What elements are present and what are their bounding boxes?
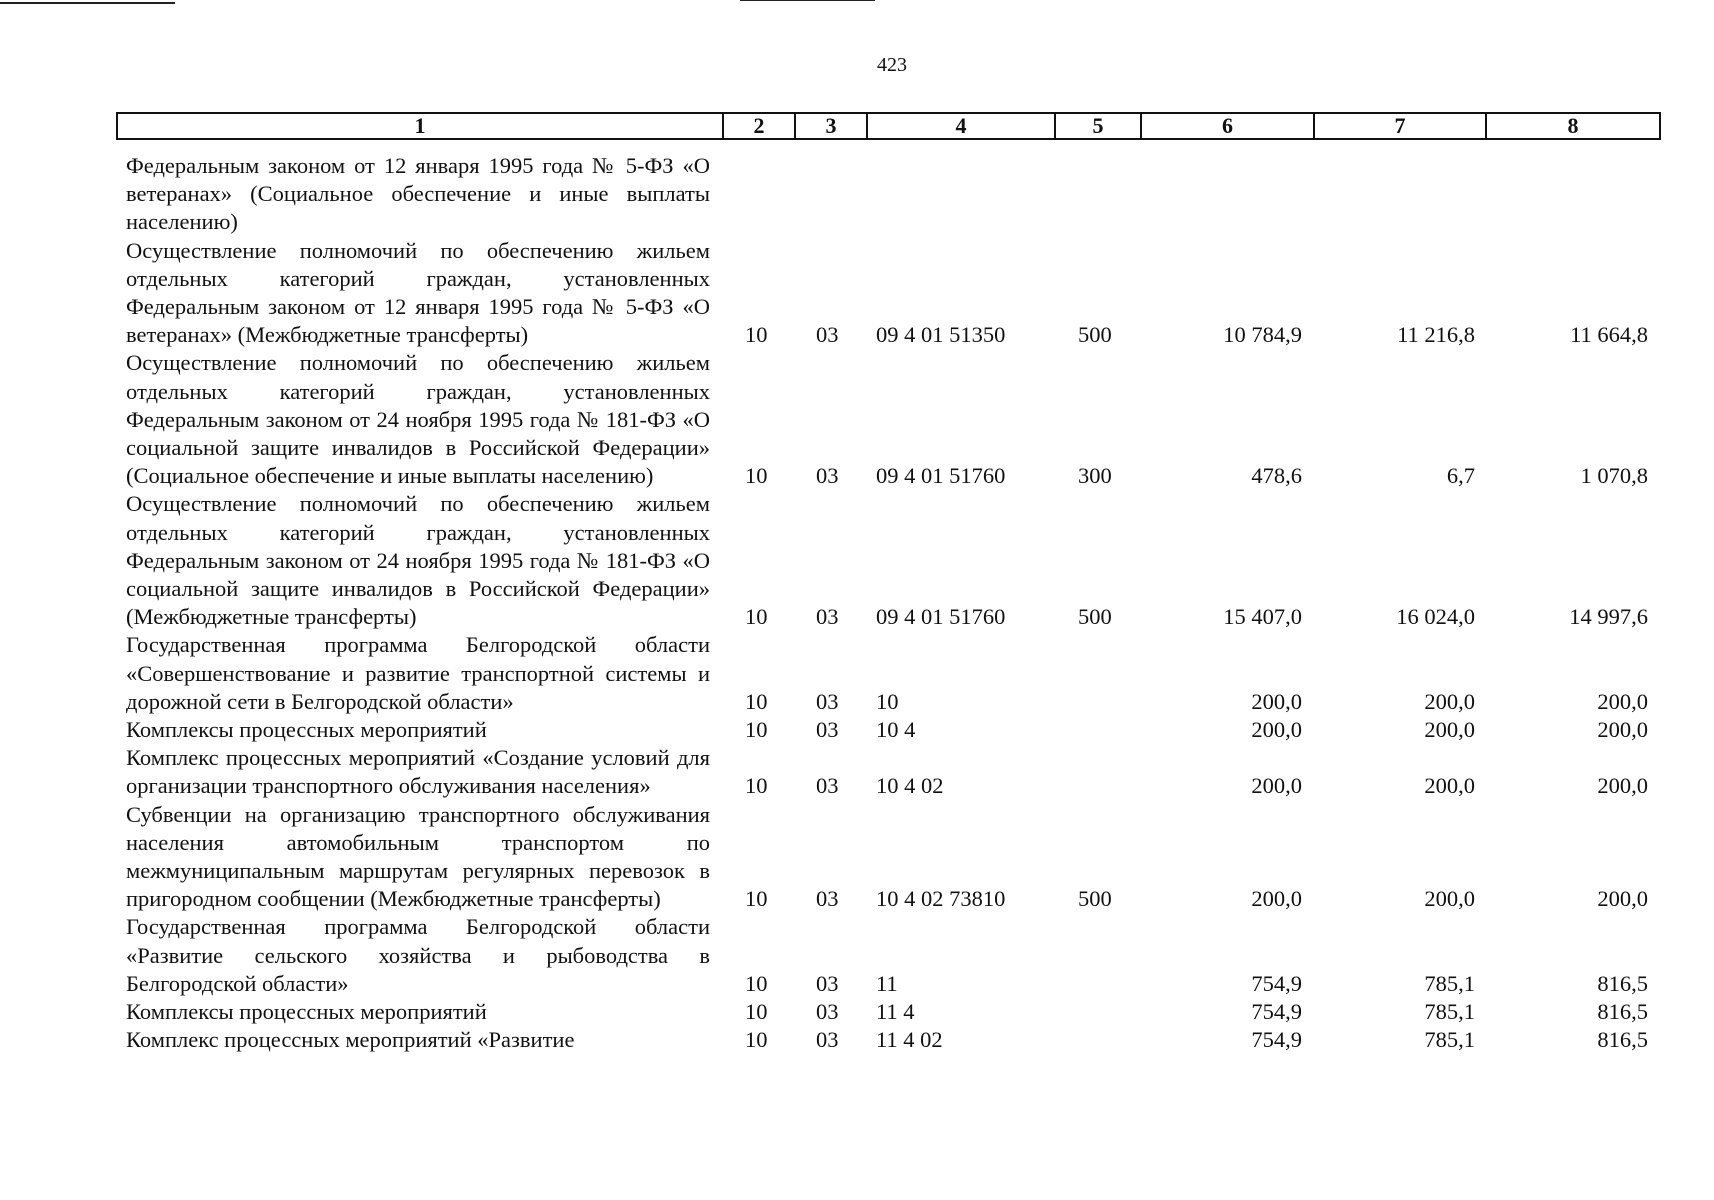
- target-article-code: 11: [876, 970, 898, 996]
- row-description: Комплексы процессных мероприятий: [126, 999, 487, 1025]
- amount-col-6: 200,0: [1251, 773, 1302, 799]
- subsection-code: 03: [816, 886, 839, 912]
- table-row: [0, 1026, 1714, 1054]
- amount-col-8: 816,5: [1597, 1027, 1648, 1053]
- table-row: [0, 631, 1714, 716]
- column-header: 3: [795, 113, 867, 139]
- target-article-code: 11 4 02: [876, 1027, 943, 1053]
- subsection-code: 03: [816, 322, 839, 348]
- scan-edge-mark: [0, 2, 175, 4]
- row-description: Осуществление полномочий по обеспечению жильем отдельных категорий граждан, установленных Федеральным законом от 24 ноября 1995 года № 181-ФЗ «О социальной защите инвалидов в Российской Федерации» (Межбюджетные трансферты): [126, 491, 710, 630]
- column-header: 5: [1055, 113, 1141, 139]
- subsection-code: 03: [816, 773, 839, 799]
- amount-col-7: 200,0: [1424, 886, 1475, 912]
- scan-edge-mark: [740, 0, 875, 1]
- table-row: [0, 744, 1714, 800]
- subsection-code: 03: [816, 999, 839, 1025]
- row-description: Государственная программа Белгородской области «Развитие сельского хозяйства и рыбоводства в Белгородской области»: [126, 914, 710, 996]
- amount-col-7: 16 024,0: [1396, 604, 1475, 630]
- amount-col-7: 200,0: [1424, 717, 1475, 743]
- table-row: [0, 152, 1714, 237]
- amount-col-6: 200,0: [1251, 886, 1302, 912]
- amount-col-7: 200,0: [1424, 688, 1475, 714]
- column-header: 6: [1141, 113, 1314, 139]
- section-code: 10: [745, 999, 768, 1025]
- subsection-code: 03: [816, 604, 839, 630]
- column-header-table: [116, 112, 1661, 140]
- table-row: [0, 998, 1714, 1026]
- table-row: [0, 913, 1714, 998]
- amount-col-8: 816,5: [1597, 970, 1648, 996]
- amount-col-6: 200,0: [1251, 717, 1302, 743]
- subsection-code: 03: [816, 970, 839, 996]
- row-description: Федеральным законом от 12 января 1995 года № 5-ФЗ «О ветеранах» (Социальное обеспечение и иные выплаты населению): [126, 153, 710, 235]
- amount-col-8: 200,0: [1597, 717, 1648, 743]
- section-code: 10: [745, 773, 768, 799]
- table-row: [0, 349, 1714, 490]
- section-code: 10: [745, 322, 768, 348]
- amount-col-7: 785,1: [1424, 1027, 1475, 1053]
- column-header: 1: [117, 113, 723, 139]
- section-code: 10: [745, 688, 768, 714]
- expense-type-code: 500: [1078, 886, 1112, 912]
- row-description: Субвенции на организацию транспортного обслуживания населения автомобильным транспортом по межмуниципальным маршрутам регулярных перевозок в пригородном сообщении (Межбюджетные трансферты): [126, 801, 710, 912]
- subsection-code: 03: [816, 463, 839, 489]
- amount-col-7: 785,1: [1424, 999, 1475, 1025]
- table-row: [0, 716, 1714, 744]
- column-header: 8: [1486, 113, 1660, 139]
- column-header: 4: [867, 113, 1055, 139]
- subsection-code: 03: [816, 717, 839, 743]
- row-description: Комплекс процессных мероприятий «Развитие: [126, 1027, 575, 1053]
- target-article-code: 10: [876, 688, 899, 714]
- amount-col-8: 1 070,8: [1580, 463, 1648, 489]
- row-description: Государственная программа Белгородской области «Совершенствование и развитие транспортной системы и дорожной сети в Белгородской области»: [126, 632, 710, 714]
- amount-col-6: 200,0: [1251, 688, 1302, 714]
- column-header-row: [117, 113, 1660, 139]
- target-article-code: 09 4 01 51760: [876, 604, 1006, 630]
- section-code: 10: [745, 970, 768, 996]
- amount-col-6: 15 407,0: [1223, 604, 1302, 630]
- amount-col-6: 754,9: [1251, 1027, 1302, 1053]
- amount-col-8: 200,0: [1597, 773, 1648, 799]
- amount-col-8: 200,0: [1597, 886, 1648, 912]
- section-code: 10: [745, 1027, 768, 1053]
- budget-table-body: [0, 152, 1714, 1055]
- row-description: Комплексы процессных мероприятий: [126, 717, 487, 743]
- target-article-code: 10 4: [876, 717, 916, 743]
- expense-type-code: 500: [1078, 604, 1112, 630]
- amount-col-6: 478,6: [1251, 463, 1302, 489]
- section-code: 10: [745, 717, 768, 743]
- amount-col-8: 816,5: [1597, 999, 1648, 1025]
- amount-col-6: 754,9: [1251, 999, 1302, 1025]
- row-description: Осуществление полномочий по обеспечению жильем отдельных категорий граждан, установленных Федеральным законом от 24 ноября 1995 года № 181-ФЗ «О социальной защите инвалидов в Российской Федерации» (Социальное обеспечение и иные выплаты населению): [126, 350, 710, 489]
- target-article-code: 11 4: [876, 999, 915, 1025]
- amount-col-8: 200,0: [1597, 688, 1648, 714]
- section-code: 10: [745, 604, 768, 630]
- amount-col-7: 11 216,8: [1397, 322, 1475, 348]
- amount-col-8: 11 664,8: [1570, 322, 1648, 348]
- subsection-code: 03: [816, 688, 839, 714]
- table-row: [0, 237, 1714, 350]
- target-article-code: 09 4 01 51350: [876, 322, 1006, 348]
- amount-col-7: 6,7: [1446, 463, 1475, 489]
- target-article-code: 10 4 02 73810: [876, 886, 1006, 912]
- target-article-code: 10 4 02: [876, 773, 944, 799]
- amount-col-7: 200,0: [1424, 773, 1475, 799]
- amount-col-8: 14 997,6: [1569, 604, 1648, 630]
- amount-col-6: 10 784,9: [1223, 322, 1302, 348]
- row-description: Комплекс процессных мероприятий «Создание условий для организации транспортного обслуживания населения»: [126, 745, 710, 799]
- amount-col-7: 785,1: [1424, 970, 1475, 996]
- column-header: 2: [723, 113, 795, 139]
- expense-type-code: 300: [1078, 463, 1112, 489]
- column-header: 7: [1314, 113, 1486, 139]
- row-description: Осуществление полномочий по обеспечению жильем отдельных категорий граждан, установленных Федеральным законом от 12 января 1995 года № 5-ФЗ «О ветеранах» (Межбюджетные трансферты): [126, 237, 710, 348]
- section-code: 10: [745, 463, 768, 489]
- table-row: [0, 801, 1714, 914]
- expense-type-code: 500: [1078, 322, 1112, 348]
- target-article-code: 09 4 01 51760: [876, 463, 1006, 489]
- page-number: 423: [877, 54, 907, 76]
- table-row: [0, 490, 1714, 631]
- amount-col-6: 754,9: [1251, 970, 1302, 996]
- section-code: 10: [745, 886, 768, 912]
- subsection-code: 03: [816, 1027, 839, 1053]
